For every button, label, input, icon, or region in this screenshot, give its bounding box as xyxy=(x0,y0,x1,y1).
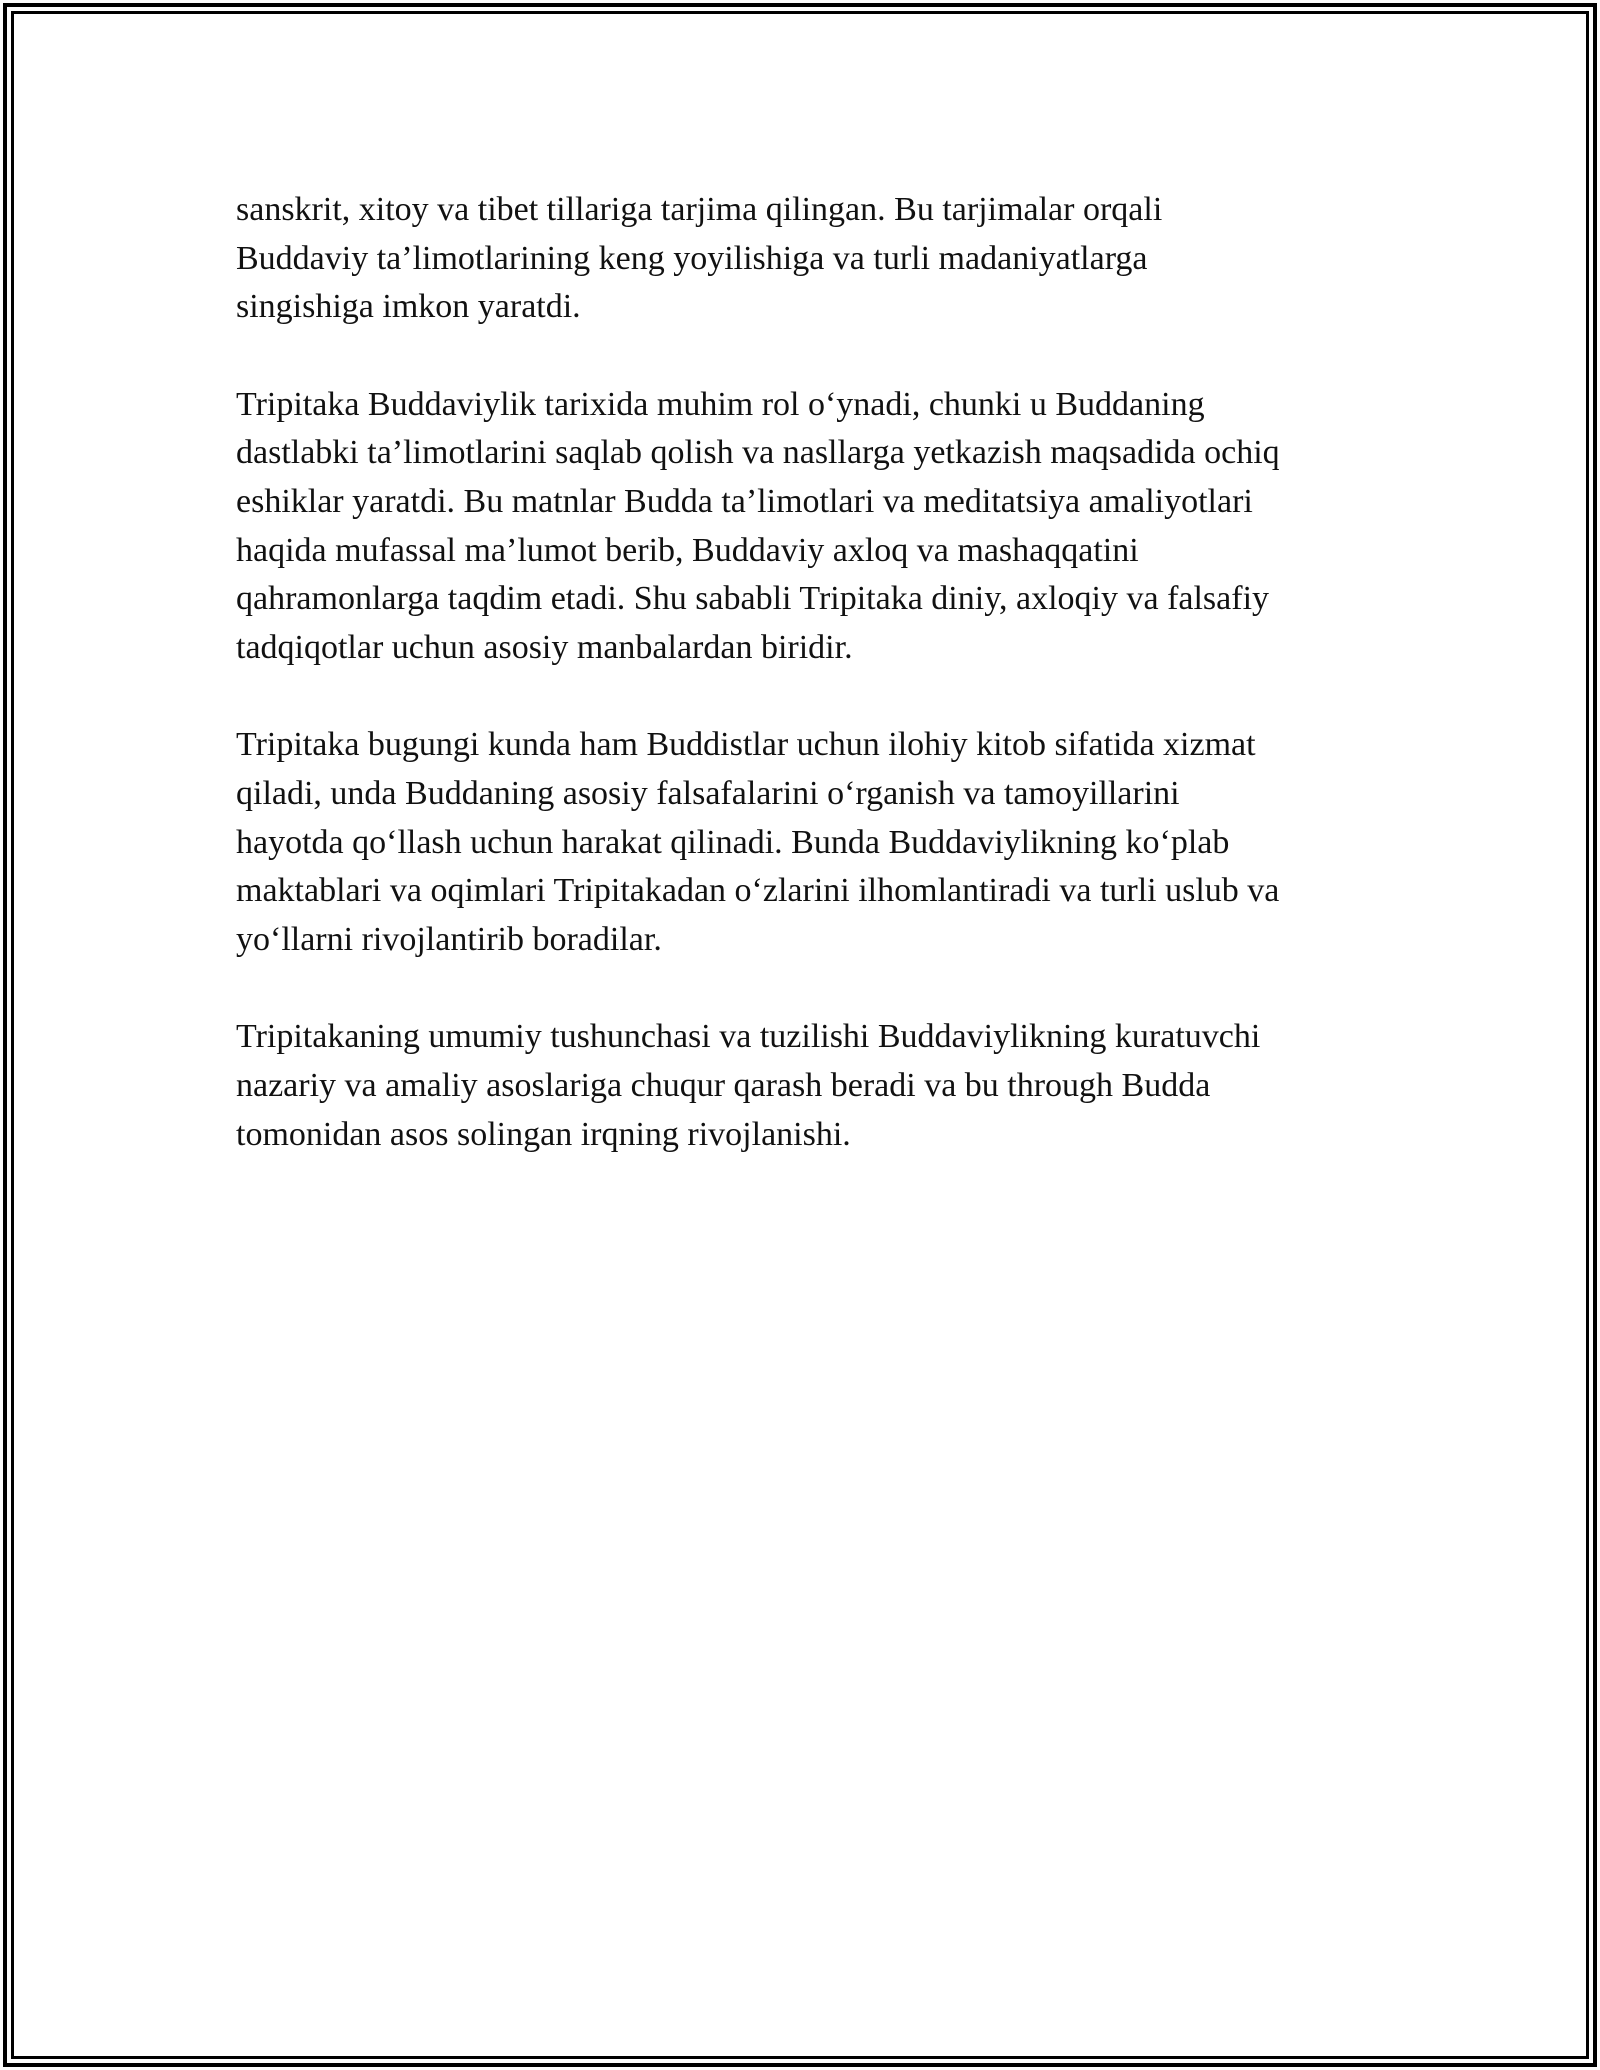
paragraph-4: Tripitakaning umumiy tushunchasi va tuzilishi Buddaviylikning kuratuvchi nazariy va amaliy asoslariga chuqur qarash beradi va bu through Budda tomonidan asos solingan irqning rivojlanishi. xyxy=(236,1018,1261,1153)
paragraph-1: sanskrit, xitoy va tibet tillariga tarjima qilingan. Bu tarjimalar orqali Buddaviy ta’limotlarining keng yoyilishiga va turli madaniyatlarga singishiga imkon yaratdi. xyxy=(236,191,1163,326)
document-body xyxy=(236,186,1386,1208)
paragraph-3: Tripitaka bugungi kunda ham Buddistlar uchun ilohiy kitob sifatida xizmat qiladi, unda Buddaning asosiy falsafalarini o‘rganish va tamoyillarini hayotda qo‘llash uchun harakat qilinadi. Bunda Buddaviylikning ko‘plab maktablari va oqimlari Tripitakadan o‘zlarini ilhomlantiradi va turli uslub va yo‘llarni rivojlantirib boradilar. xyxy=(236,726,1280,958)
paragraph-2: Tripitaka Buddaviylik tarixida muhim rol o‘ynadi, chunki u Buddaning dastlabki ta’limotlarini saqlab qolish va nasllarga yetkazish maqsadida ochiq eshiklar yaratdi. Bu matnlar Budda ta’limotlari va meditatsiya amaliyotlari haqida mufassal ma’lumot berib, Buddaviy axloq va mashaqqatini qahramonlarga taqdim etadi. Shu sababli Tripitaka diniy, axloqiy va falsafiy tadqiqotlar uchun asosiy manbalardan biridir. xyxy=(236,385,1280,666)
